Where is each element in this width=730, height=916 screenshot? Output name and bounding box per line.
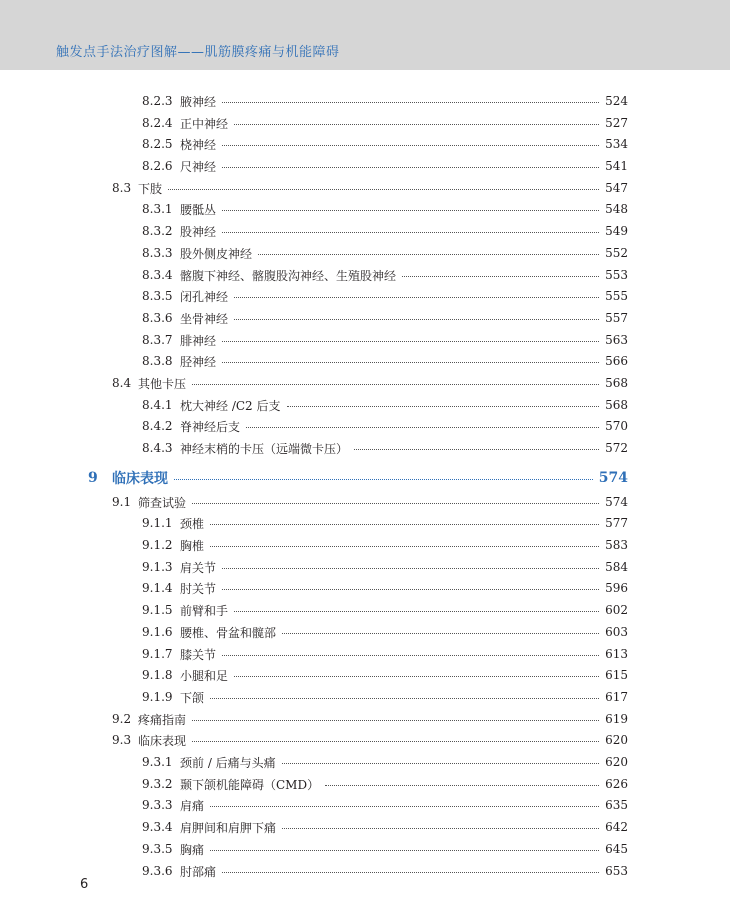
dot-leader — [234, 123, 599, 125]
toc-entry-title: 胫神经 — [180, 354, 217, 369]
toc-section-entry — [112, 493, 628, 511]
toc-entry-number: 9.3.6 — [142, 864, 173, 878]
dot-leader — [192, 502, 599, 504]
toc-subsection-entry — [142, 417, 628, 435]
toc-entry-title: 腰骶丛 — [180, 202, 217, 217]
toc-entry-page: 572 — [605, 441, 628, 455]
toc-subsection-entry — [142, 601, 628, 619]
dot-leader — [325, 784, 599, 786]
toc-entry-number: 9.1 — [112, 495, 132, 509]
toc-entry-number: 9.3.5 — [142, 842, 173, 856]
toc-entry-number: 9.3 — [112, 733, 132, 747]
toc-entry-page: 570 — [605, 419, 628, 433]
dot-leader — [282, 632, 599, 634]
dot-leader — [222, 567, 599, 569]
toc-entry-number: 8.3.2 — [142, 224, 173, 238]
toc-entry-number: 9.1.7 — [142, 647, 173, 661]
toc-entry-number: 8.4.1 — [142, 398, 173, 412]
dot-leader — [222, 209, 599, 211]
toc-entry-page: 583 — [605, 538, 628, 552]
toc-entry-title: 肩痛 — [180, 798, 205, 813]
toc-entry-title: 肘部痛 — [180, 864, 217, 879]
toc-section-entry — [112, 731, 628, 749]
toc-section-entry — [112, 710, 628, 728]
toc-subsection-entry — [142, 536, 628, 554]
toc-entry-number: 8.3.6 — [142, 311, 173, 325]
toc-entry-number: 8.4 — [112, 376, 132, 390]
toc-entry-title: 肩胛间和肩胛下痛 — [180, 820, 277, 835]
toc-entry-number: 8.2.3 — [142, 94, 173, 108]
toc-entry-page: 568 — [605, 376, 628, 390]
dot-leader — [210, 545, 599, 547]
toc-entry-page: 557 — [605, 311, 628, 325]
toc-entry-page: 620 — [605, 755, 628, 769]
toc-entry-title: 腰椎、骨盆和髋部 — [180, 625, 277, 640]
toc-subsection-entry — [142, 558, 628, 576]
toc-entry-number: 8.3.4 — [142, 268, 173, 282]
toc-entry-title: 尺神经 — [180, 159, 217, 174]
toc-entry-number: 8.3.5 — [142, 289, 173, 303]
toc-entry-number: 8.4.2 — [142, 419, 173, 433]
dot-leader — [210, 523, 599, 525]
dot-leader — [234, 318, 599, 320]
toc-entry-number: 8.4.3 — [142, 441, 173, 455]
toc-entry-title: 枕大神经 /C2 后支 — [180, 398, 281, 413]
toc-subsection-entry — [142, 862, 628, 880]
toc-section-entry — [112, 179, 628, 197]
toc-subsection-entry — [142, 796, 628, 814]
dot-leader — [234, 296, 599, 298]
dot-leader — [222, 361, 599, 363]
toc-entry-page: 602 — [605, 603, 628, 617]
toc-entry-title: 髂腹下神经、髂腹股沟神经、生殖股神经 — [180, 268, 397, 283]
toc-entry-page: 620 — [605, 733, 628, 747]
toc-subsection-entry — [142, 222, 628, 240]
dot-leader — [192, 740, 599, 742]
toc-entry-page: 626 — [605, 777, 628, 791]
toc-entry-page: 615 — [605, 668, 628, 682]
toc-subsection-entry — [142, 309, 628, 327]
toc-entry-number: 8.2.5 — [142, 137, 173, 151]
page-number: 6 — [80, 877, 89, 892]
toc-subsection-entry — [142, 579, 628, 597]
toc-subsection-entry — [142, 514, 628, 532]
toc-entry-title: 前臂和手 — [180, 603, 229, 618]
toc-entry-title: 筛查试验 — [138, 495, 187, 510]
dot-leader — [192, 719, 599, 721]
toc-subsection-entry — [142, 266, 628, 284]
toc-subsection-entry — [142, 114, 628, 132]
toc-subsection-entry — [142, 666, 628, 684]
toc-entry-number: 8.3.3 — [142, 246, 173, 260]
toc-entry-title: 其他卡压 — [138, 376, 187, 391]
toc-subsection-entry — [142, 753, 628, 771]
toc-entry-page: 645 — [605, 842, 628, 856]
toc-entry-number: 9.1.3 — [142, 560, 173, 574]
toc-entry-number: 9.1.9 — [142, 690, 173, 704]
dot-leader — [354, 448, 599, 450]
toc-subsection-entry — [142, 331, 628, 349]
toc-entry-page: 552 — [605, 246, 628, 260]
dot-leader — [246, 426, 599, 428]
dot-leader — [174, 478, 593, 480]
toc-subsection-entry — [142, 135, 628, 153]
toc-entry-title: 股外侧皮神经 — [180, 246, 253, 261]
toc-entry-title: 胸痛 — [180, 842, 205, 857]
toc-subsection-entry — [142, 623, 628, 641]
dot-leader — [222, 340, 599, 342]
toc-entry-number: 8.3.8 — [142, 354, 173, 368]
dot-leader — [258, 253, 599, 255]
toc-subsection-entry — [142, 287, 628, 305]
toc-entry-title: 正中神经 — [180, 116, 229, 131]
toc-section-entry — [112, 374, 628, 392]
dot-leader — [282, 827, 599, 829]
toc-entry-page: 619 — [605, 712, 628, 726]
toc-entry-title: 颞下颌机能障碍（CMD） — [180, 777, 320, 792]
toc-entry-page: 642 — [605, 820, 628, 834]
toc-entry-number: 9.1.5 — [142, 603, 173, 617]
toc-entry-page: 603 — [605, 625, 628, 639]
toc-entry-page: 524 — [605, 94, 628, 108]
dot-leader — [222, 144, 599, 146]
toc-subsection-entry — [142, 396, 628, 414]
header-band — [0, 0, 730, 70]
toc-subsection-entry — [142, 645, 628, 663]
dot-leader — [234, 610, 599, 612]
toc-entry-number: 8.2.6 — [142, 159, 173, 173]
toc-entry-title: 下颌 — [180, 690, 205, 705]
toc-subsection-entry — [142, 200, 628, 218]
toc-entry-page: 549 — [605, 224, 628, 238]
running-header-title: 触发点手法治疗图解——肌筋膜疼痛与机能障碍 — [56, 45, 340, 60]
toc-entry-number: 8.3.7 — [142, 333, 173, 347]
toc-entry-title: 膝关节 — [180, 647, 217, 662]
toc-entry-title: 颈前 / 后痛与头痛 — [180, 755, 276, 770]
toc-entry-page: 547 — [605, 181, 628, 195]
toc-entry-page: 617 — [605, 690, 628, 704]
toc-subsection-entry — [142, 840, 628, 858]
dot-leader — [222, 166, 599, 168]
dot-leader — [402, 275, 599, 277]
dot-leader — [210, 697, 599, 699]
toc-entry-number: 9.3.3 — [142, 798, 173, 812]
toc-entry-page: 566 — [605, 354, 628, 368]
toc-entry-page: 613 — [605, 647, 628, 661]
toc-entry-number: 9.1.6 — [142, 625, 173, 639]
toc-entry-page: 534 — [605, 137, 628, 151]
toc-entry-page: 653 — [605, 864, 628, 878]
toc-entry-number: 9.1.1 — [142, 516, 173, 530]
toc-entry-number: 8.3.1 — [142, 202, 173, 216]
toc-subsection-entry — [142, 818, 628, 836]
toc-entry-title: 下肢 — [138, 181, 163, 196]
toc-entry-page: 563 — [605, 333, 628, 347]
toc-entry-title: 肩关节 — [180, 560, 217, 575]
toc-entry-number: 9 — [88, 470, 98, 486]
dot-leader — [234, 675, 599, 677]
toc-subsection-entry — [142, 775, 628, 793]
toc-entry-title: 脊神经后支 — [180, 419, 241, 434]
toc-entry-page: 527 — [605, 116, 628, 130]
toc-entry-page: 584 — [605, 560, 628, 574]
toc-entry-page: 568 — [605, 398, 628, 412]
toc-subsection-entry — [142, 352, 628, 370]
toc-entry-title: 闭孔神经 — [180, 289, 229, 304]
toc-entry-title: 坐骨神经 — [180, 311, 229, 326]
toc-entry-title: 颈椎 — [180, 516, 205, 531]
toc-entry-page: 577 — [605, 516, 628, 530]
toc-entry-title: 股神经 — [180, 224, 217, 239]
toc-subsection-entry — [142, 439, 628, 457]
toc-entry-number: 9.1.4 — [142, 581, 173, 595]
dot-leader — [282, 762, 599, 764]
toc-subsection-entry — [142, 688, 628, 706]
toc-entry-page: 596 — [605, 581, 628, 595]
toc-entry-title: 小腿和足 — [180, 668, 229, 683]
toc-entry-number: 9.3.2 — [142, 777, 173, 791]
toc-entry-page: 555 — [605, 289, 628, 303]
toc-chapter-entry — [88, 469, 628, 487]
toc-entry-number: 9.1.2 — [142, 538, 173, 552]
toc-entry-title: 肘关节 — [180, 581, 217, 596]
toc-entry-title: 腋神经 — [180, 94, 217, 109]
dot-leader — [222, 101, 599, 103]
toc-subsection-entry — [142, 244, 628, 262]
toc-entry-title: 桡神经 — [180, 137, 217, 152]
toc-entry-title: 神经末梢的卡压（远端微卡压） — [180, 441, 349, 456]
toc-entry-page: 553 — [605, 268, 628, 282]
toc-entry-title: 胸椎 — [180, 538, 205, 553]
toc-entry-title: 疼痛指南 — [138, 712, 187, 727]
toc-entry-title: 临床表现 — [112, 471, 168, 487]
dot-leader — [222, 654, 599, 656]
toc-entry-page: 548 — [605, 202, 628, 216]
toc-entry-title: 临床表现 — [138, 733, 187, 748]
toc-entry-page: 574 — [605, 495, 628, 509]
toc-subsection-entry — [142, 157, 628, 175]
dot-leader — [210, 849, 599, 851]
toc-entry-number: 9.2 — [112, 712, 132, 726]
toc-entry-number: 8.3 — [112, 181, 132, 195]
toc-entry-number: 9.3.4 — [142, 820, 173, 834]
dot-leader — [168, 188, 599, 190]
toc-entry-number: 9.1.8 — [142, 668, 173, 682]
dot-leader — [287, 405, 600, 407]
dot-leader — [192, 383, 599, 385]
toc-entry-number: 8.2.4 — [142, 116, 173, 130]
toc-entry-page: 541 — [605, 159, 628, 173]
dot-leader — [222, 588, 599, 590]
toc-entry-title: 腓神经 — [180, 333, 217, 348]
toc-entry-page: 635 — [605, 798, 628, 812]
dot-leader — [222, 231, 599, 233]
toc-subsection-entry — [142, 92, 628, 110]
toc-entry-number: 9.3.1 — [142, 755, 173, 769]
dot-leader — [210, 805, 599, 807]
toc-entry-page: 574 — [598, 470, 628, 486]
dot-leader — [222, 871, 599, 873]
